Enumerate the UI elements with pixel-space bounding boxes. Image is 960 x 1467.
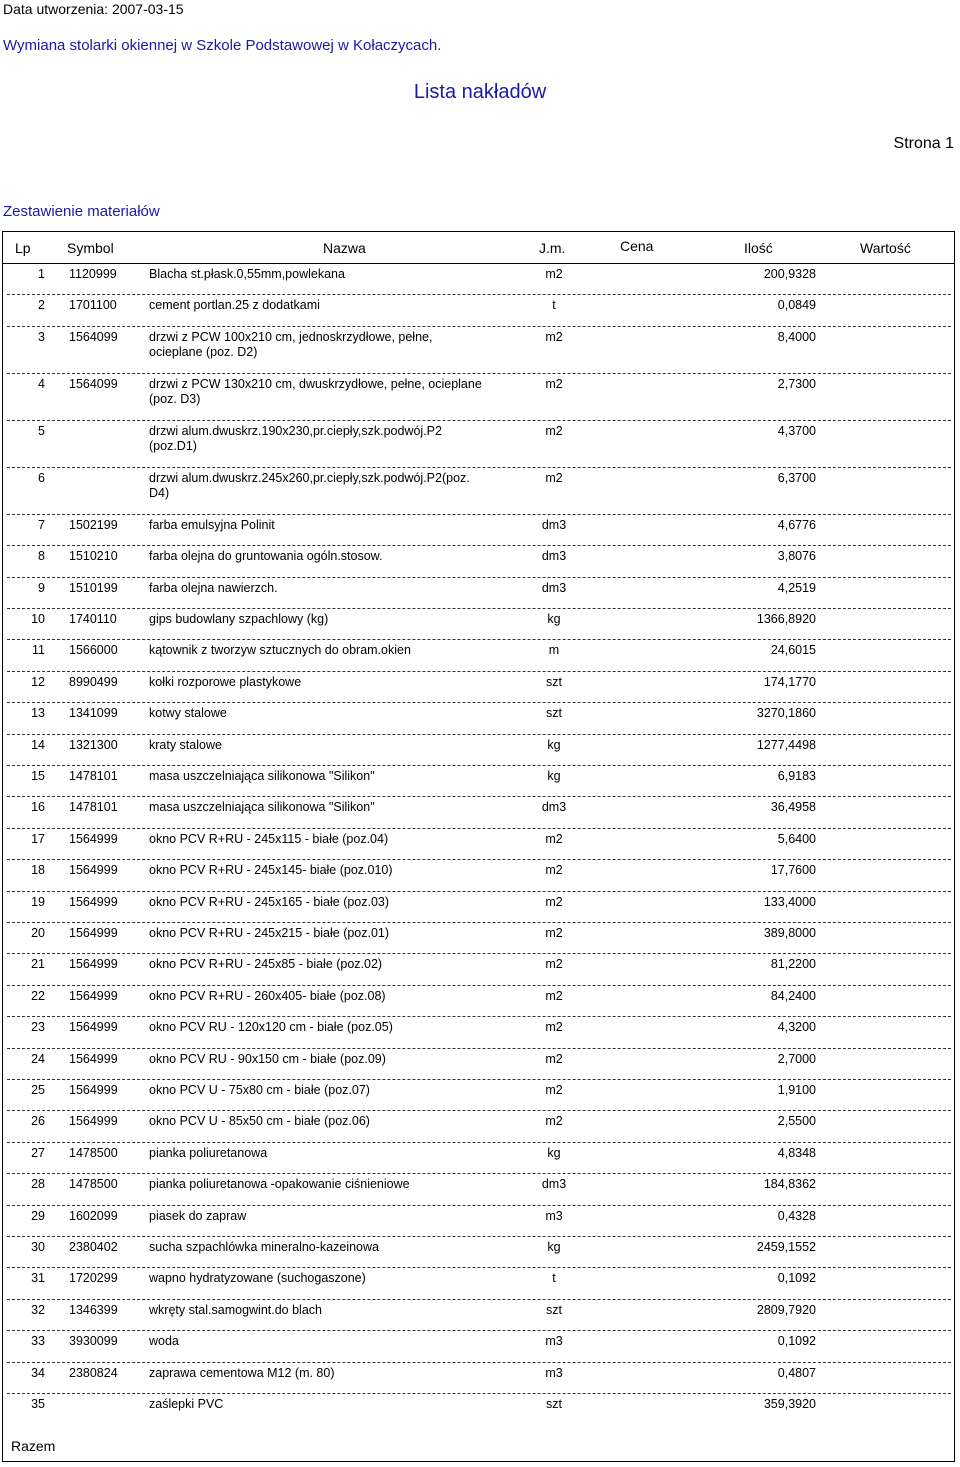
row-name: okno PCV RU - 90x150 cm - białe (poz.09) — [149, 1051, 386, 1066]
row-unit: m2 — [545, 423, 563, 438]
row-name: gips budowlany szpachlowy (kg) — [149, 612, 329, 626]
table-row — [3, 860, 954, 891]
table-row — [3, 1268, 954, 1299]
row-quantity: 2,5500 — [777, 1114, 816, 1129]
row-unit: kg — [547, 1145, 561, 1160]
row-quantity: 0,4807 — [777, 1365, 816, 1380]
row-quantity: 17,7600 — [770, 863, 816, 878]
row-name: zaślepki PVC — [149, 1397, 224, 1411]
table-row — [3, 327, 954, 374]
row-quantity: 4,8348 — [777, 1145, 816, 1160]
row-lp: 9 — [38, 580, 45, 595]
table-row — [3, 1237, 954, 1268]
row-lp: 22 — [31, 988, 45, 1003]
row-name: kraty stalowe — [149, 737, 222, 752]
row-unit: dm3 — [541, 517, 567, 532]
row-symbol: 1701100 — [69, 298, 117, 313]
row-lp: 23 — [31, 1020, 45, 1035]
row-unit: m2 — [545, 926, 563, 940]
row-name: kotwy stalowe — [149, 706, 227, 721]
row-lp: 20 — [31, 926, 45, 940]
row-symbol: 8990499 — [69, 674, 118, 689]
row-name: wkręty stal.samogwint.do blach — [149, 1302, 322, 1317]
table-row — [3, 468, 954, 515]
row-unit: m2 — [545, 1020, 563, 1035]
row-lp: 6 — [38, 470, 45, 485]
row-lp: 29 — [31, 1208, 45, 1223]
row-unit: m2 — [545, 1051, 563, 1066]
table-row — [3, 829, 954, 860]
row-quantity: 1366,8920 — [756, 612, 816, 626]
row-quantity: 133,4000 — [763, 894, 816, 909]
table-row — [3, 609, 954, 640]
row-unit: m2 — [545, 376, 563, 391]
table-row — [3, 515, 954, 546]
row-name: pianka poliuretanowa -opakowanie ciśnieniowe — [149, 1177, 410, 1192]
row-symbol: 1346399 — [69, 1302, 118, 1317]
table-row — [3, 1174, 954, 1205]
row-quantity: 3270,1860 — [756, 706, 816, 721]
row-quantity: 0,0849 — [777, 298, 816, 313]
row-lp: 15 — [31, 769, 45, 783]
project-title: Wymiana stolarki okiennej w Szkole Podstawowej w Kołaczycach. — [3, 37, 442, 54]
row-unit: m2 — [545, 1083, 563, 1097]
row-name: okno PCV R+RU - 260x405- białe (poz.08) — [149, 988, 386, 1003]
row-quantity: 2809,7920 — [756, 1302, 816, 1317]
row-quantity: 5,6400 — [777, 831, 816, 846]
row-symbol: 1602099 — [69, 1208, 118, 1223]
column-header-value: Wartość — [860, 240, 911, 256]
row-lp: 3 — [38, 329, 45, 344]
row-unit: kg — [547, 612, 561, 626]
row-lp: 25 — [31, 1083, 45, 1097]
row-unit: m2 — [545, 988, 563, 1003]
row-lp: 4 — [38, 376, 45, 391]
row-name: okno PCV R+RU - 245x215 - białe (poz.01) — [149, 926, 390, 940]
row-symbol: 1478101 — [69, 800, 118, 815]
row-symbol: 1564099 — [69, 376, 118, 391]
table-row — [3, 1143, 954, 1174]
row-name: farba olejna nawierzch. — [149, 580, 278, 595]
row-lp: 32 — [31, 1302, 45, 1317]
row-unit: szt — [546, 706, 562, 721]
row-name: pianka poliuretanowa — [149, 1145, 268, 1160]
row-unit: m — [548, 643, 560, 658]
row-symbol: 1478500 — [69, 1145, 118, 1160]
page-number: Strona 1 — [893, 135, 954, 152]
row-name: masa uszczelniająca silikonowa "Silikon" — [149, 769, 375, 783]
row-symbol: 1564999 — [69, 1083, 118, 1097]
row-lp: 21 — [31, 957, 45, 972]
row-unit: m3 — [545, 1208, 563, 1223]
row-lp: 33 — [31, 1334, 45, 1349]
row-unit: szt — [546, 1397, 562, 1411]
row-quantity: 6,3700 — [777, 470, 816, 485]
row-name: kołki rozporowe plastykowe — [149, 674, 302, 689]
row-symbol: 1478101 — [69, 769, 118, 783]
row-unit: m2 — [545, 957, 563, 972]
row-quantity: 6,9183 — [777, 769, 816, 783]
table-row — [3, 264, 954, 295]
row-name: kątownik z tworzyw sztucznych do obram.okien — [149, 643, 411, 658]
row-quantity: 0,4328 — [777, 1208, 816, 1223]
row-quantity: 1277,4498 — [756, 737, 816, 752]
row-quantity: 3,8076 — [777, 549, 816, 564]
column-header-price: Cena — [620, 238, 654, 254]
table-row — [3, 1049, 954, 1080]
table-row — [3, 1080, 954, 1111]
row-unit: dm3 — [541, 580, 567, 595]
total-label: Razem — [11, 1438, 56, 1454]
row-quantity: 200,9328 — [763, 267, 816, 281]
table-header — [3, 232, 954, 264]
row-unit: t — [552, 298, 556, 313]
row-lp: 7 — [38, 517, 45, 532]
row-quantity: 2,7000 — [777, 1051, 816, 1066]
table-row — [3, 578, 954, 609]
row-name: okno PCV R+RU - 245x115 - białe (poz.04) — [149, 831, 389, 846]
table-row — [3, 374, 954, 421]
row-symbol: 1321300 — [69, 737, 118, 752]
row-quantity: 389,8000 — [763, 926, 816, 940]
row-name: okno PCV U - 85x50 cm - białe (poz.06) — [149, 1114, 370, 1129]
row-name: masa uszczelniająca silikonowa "Silikon" — [149, 800, 375, 815]
row-lp: 30 — [31, 1240, 45, 1254]
table-row — [3, 1206, 954, 1237]
column-header-lp: Lp — [15, 240, 31, 256]
table-row — [3, 546, 954, 577]
row-lp: 17 — [31, 831, 45, 846]
table-row — [3, 986, 954, 1017]
row-quantity: 359,3920 — [763, 1397, 816, 1411]
row-unit: dm3 — [541, 549, 567, 564]
row-quantity: 184,8362 — [763, 1177, 816, 1192]
row-unit: m2 — [545, 1114, 563, 1129]
row-symbol: 2380824 — [69, 1365, 118, 1380]
row-name: drzwi alum.dwuskrz.190x230,pr.ciepły,szk.podwój.P2 (poz.D1) — [149, 423, 442, 453]
row-unit: dm3 — [541, 800, 567, 815]
row-name: okno PCV U - 75x80 cm - białe (poz.07) — [149, 1083, 370, 1097]
table-row — [3, 892, 954, 923]
row-symbol: 1564999 — [69, 926, 118, 940]
row-lp: 8 — [38, 549, 45, 564]
row-symbol: 1510210 — [69, 549, 118, 564]
row-lp: 34 — [31, 1365, 45, 1380]
row-name: zaprawa cementowa M12 (m. 80) — [149, 1365, 335, 1380]
row-name: woda — [149, 1334, 179, 1349]
row-symbol: 1478500 — [69, 1177, 118, 1192]
row-name: drzwi z PCW 130x210 cm, dwuskrzydłowe, pełne, ocieplane (poz. D3) — [149, 376, 482, 406]
row-unit: m3 — [545, 1334, 563, 1349]
row-unit: m2 — [545, 831, 563, 846]
row-name: okno PCV R+RU - 245x85 - białe (poz.02) — [149, 957, 383, 972]
row-lp: 13 — [31, 706, 45, 721]
row-unit: m2 — [545, 329, 563, 344]
row-quantity: 0,1092 — [777, 1271, 816, 1286]
row-quantity: 174,1770 — [763, 674, 816, 689]
row-lp: 24 — [31, 1051, 45, 1066]
row-quantity: 2,7300 — [777, 376, 816, 391]
row-name: drzwi alum.dwuskrz.245x260,pr.ciepły,szk.podwój.P2(poz. D4) — [149, 470, 470, 500]
row-lp: 2 — [38, 298, 45, 313]
table-row — [3, 797, 954, 828]
row-quantity: 81,2200 — [770, 957, 816, 972]
row-symbol: 2380402 — [69, 1240, 118, 1254]
row-lp: 16 — [31, 800, 45, 815]
row-unit: szt — [546, 1302, 562, 1317]
row-symbol: 3930099 — [69, 1334, 118, 1349]
row-quantity: 0,1092 — [777, 1334, 816, 1349]
column-header-symbol: Symbol — [67, 240, 114, 256]
row-symbol: 1720299 — [69, 1271, 118, 1286]
document-title: Lista nakładów — [413, 81, 547, 103]
row-name: wapno hydratyzowane (suchogaszone) — [149, 1271, 366, 1286]
row-symbol: 1564999 — [69, 1051, 118, 1066]
row-symbol: 1564099 — [69, 329, 118, 344]
row-symbol: 1566000 — [69, 643, 118, 658]
row-name: farba olejna do gruntowania ogóln.stosow. — [149, 549, 383, 564]
row-lp: 1 — [38, 267, 45, 281]
section-title: Zestawienie materiałów — [3, 203, 160, 220]
row-unit: t — [552, 1271, 556, 1286]
row-lp: 26 — [31, 1114, 45, 1129]
row-symbol: 1120999 — [69, 267, 117, 281]
row-symbol: 1564999 — [69, 957, 118, 972]
row-unit: szt — [546, 674, 562, 689]
row-name: Blacha st.płask.0,55mm,powlekana — [149, 267, 345, 281]
row-name: okno PCV RU - 120x120 cm - białe (poz.05) — [149, 1020, 393, 1035]
table-row — [3, 640, 954, 671]
row-quantity: 24,6015 — [770, 643, 816, 658]
row-symbol: 1502199 — [69, 517, 118, 532]
row-unit: m2 — [545, 267, 563, 281]
row-lp: 11 — [32, 643, 45, 658]
row-lp: 31 — [31, 1271, 45, 1286]
table-row — [3, 421, 954, 468]
row-lp: 5 — [38, 423, 45, 438]
row-unit: m3 — [545, 1365, 563, 1380]
row-symbol: 1564999 — [69, 894, 118, 909]
row-symbol: 1510199 — [69, 580, 118, 595]
row-symbol: 1564999 — [69, 1020, 118, 1035]
table-row — [3, 1394, 954, 1425]
column-header-quantity: Ilość — [744, 240, 773, 256]
row-lp: 18 — [31, 863, 45, 878]
row-symbol: 1341099 — [69, 706, 118, 721]
row-name: okno PCV R+RU - 245x145- białe (poz.010) — [149, 863, 393, 878]
table-row — [3, 923, 954, 954]
row-symbol: 1564999 — [69, 831, 118, 846]
row-lp: 12 — [31, 674, 45, 689]
row-quantity: 1,9100 — [777, 1083, 816, 1097]
table-row — [3, 672, 954, 703]
row-lp: 35 — [31, 1397, 45, 1411]
table-row — [3, 703, 954, 734]
row-unit: m2 — [545, 863, 563, 878]
row-quantity: 4,6776 — [777, 517, 816, 532]
row-unit: m2 — [545, 894, 563, 909]
row-unit: kg — [547, 769, 561, 783]
row-name: okno PCV R+RU - 245x165 - białe (poz.03) — [149, 894, 390, 909]
table-row — [3, 1017, 954, 1048]
row-lp: 28 — [31, 1177, 45, 1192]
table-row — [3, 954, 954, 985]
row-lp: 14 — [31, 737, 45, 752]
row-quantity: 8,4000 — [777, 329, 816, 344]
row-symbol: 1564999 — [69, 988, 118, 1003]
table-row — [3, 1363, 954, 1394]
row-name: farba emulsyjna Polinit — [149, 517, 275, 532]
row-quantity: 4,2519 — [777, 580, 816, 595]
row-name: drzwi z PCW 100x210 cm, jednoskrzydłowe, pełne, ocieplane (poz. D2) — [149, 329, 433, 359]
row-quantity: 84,2400 — [770, 988, 816, 1003]
table-row — [3, 1300, 954, 1331]
row-quantity: 4,3700 — [777, 423, 816, 438]
row-unit: kg — [547, 1240, 561, 1254]
row-symbol: 1564999 — [69, 1114, 118, 1129]
row-symbol: 1740110 — [69, 612, 117, 626]
row-quantity: 36,4958 — [770, 800, 816, 815]
row-name: piasek do zapraw — [149, 1208, 247, 1223]
row-unit: kg — [547, 737, 561, 752]
table-row — [3, 766, 954, 797]
column-header-name: Nazwa — [323, 240, 366, 256]
row-name: cement portlan.25 z dodatkami — [149, 298, 320, 313]
creation-date: Data utworzenia: 2007-03-15 — [3, 1, 184, 17]
column-header-unit: J.m. — [539, 240, 566, 256]
row-lp: 10 — [31, 612, 45, 626]
table-row — [3, 295, 954, 326]
row-name: sucha szpachlówka mineralno-kazeinowa — [149, 1240, 379, 1254]
row-symbol: 1564999 — [69, 863, 118, 878]
row-unit: m2 — [545, 470, 563, 485]
row-lp: 27 — [31, 1145, 45, 1160]
table-row — [3, 735, 954, 766]
table-row — [3, 1331, 954, 1362]
table-row — [3, 1111, 954, 1142]
materials-table — [2, 231, 955, 1462]
row-quantity: 2459,1552 — [756, 1240, 816, 1254]
row-unit: dm3 — [541, 1177, 567, 1192]
row-quantity: 4,3200 — [777, 1020, 816, 1035]
row-lp: 19 — [31, 894, 45, 909]
